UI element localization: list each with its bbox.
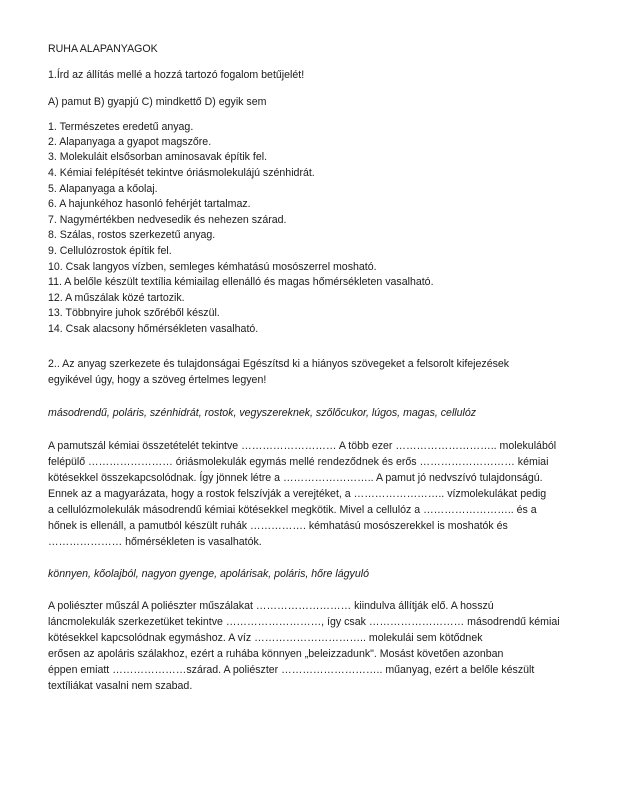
paragraph-1-line-7: ………………… hőmérsékleten is vasalhatók. bbox=[48, 536, 262, 548]
statement-12: 12. A műszálak közé tartozik. bbox=[48, 292, 185, 304]
statement-5: 5. Alapanyaga a kőolaj. bbox=[48, 183, 158, 195]
task2-instruction-line-1: 2.. Az anyag szerkezete és tulajdonságai Egészítsd ki a hiányos szövegeket a felsorolt kifejezések bbox=[48, 358, 510, 370]
paragraph-1-line-3: kötésekkel összekapcsolódnak. Így jönnek létre a …………………….. A pamut jó nedvszívó tulajdonságú. bbox=[48, 472, 543, 484]
paragraph-2-line-2: láncmolekulák szerkezetüket tekintve ………………………, így csak ……………………… másodrendű kémiai bbox=[48, 616, 560, 628]
paragraph-1-line-6: hőnek is ellenáll, a pamutból készült ruhák ……………. kémhatású mosószerekkel is moshatók és bbox=[48, 520, 508, 532]
statement-9: 9. Cellulózrostok építik fel. bbox=[48, 245, 172, 257]
statement-11: 11. A belőle készült textília kémiailag ellenálló és magas hőmérsékleten vasalható. bbox=[48, 276, 434, 288]
task1-instruction: 1.Írd az állítás mellé a hozzá tartozó fogalom betűjelét! bbox=[48, 69, 305, 81]
statement-13: 13. Többnyire juhok szőréből készül. bbox=[48, 307, 220, 319]
statement-4: 4. Kémiai felépítését tekintve óriásmolekulájú szénhidrát. bbox=[48, 167, 315, 179]
task1-options: A) pamut B) gyapjú C) mindkettő D) egyik sem bbox=[48, 96, 267, 108]
paragraph-2-line-6: textíliákat vasalni nem szabad. bbox=[48, 680, 193, 692]
statement-7: 7. Nagymértékben nedvesedik és nehezen szárad. bbox=[48, 214, 287, 226]
paragraph-1-line-5: a cellulózmolekulák másodrendű kémiai kötésekkel megkötik. Mivel a cellulóz a …………………….. és a bbox=[48, 504, 537, 516]
paragraph-2-line-4: erősen az apoláris szálakhoz, ezért a ruhába könnyen „beleizzadunk". Mosást követően azonban bbox=[48, 648, 504, 660]
statement-10: 10. Csak langyos vízben, semleges kémhatású mosószerrel mosható. bbox=[48, 261, 377, 273]
paragraph-2-line-5: éppen emiatt …………………szárad. A poliészter ……………………….. műanyag, ezért a belőle készült bbox=[48, 664, 535, 676]
statement-14: 14. Csak alacsony hőmérsékleten vasalható. bbox=[48, 323, 259, 335]
paragraph-1-line-4: Ennek az a magyarázata, hogy a rostok felszívják a verejtéket, a …………………….. vízmolekulákat pedig bbox=[48, 488, 547, 500]
paragraph-2-line-3: kötésekkel kapcsolódnak egymáshoz. A víz ………………………….. molekulái sem kötődnek bbox=[48, 632, 483, 644]
worksheet-title: RUHA ALAPANYAGOK bbox=[48, 43, 158, 55]
paragraph-2-line-1: A poliészter műszál A poliészter műszálakat ……………………… kiindulva állítják elő. A hosszú bbox=[48, 600, 494, 612]
word-bank-1: másodrendű, poláris, szénhidrát, rostok, vegyszereknek, szőlőcukor, lúgos, magas, cellulóz bbox=[48, 407, 477, 419]
paragraph-1-line-1: A pamutszál kémiai összetételét tekintve ……………………… A több ezer ……………………….. molekulából bbox=[48, 440, 557, 452]
statement-2: 2. Alapanyaga a gyapot magszőre. bbox=[48, 136, 212, 148]
paragraph-1-line-2: felépülő …………………… óriásmolekulák egymás mellé rendeződnek és erős ……………………… kémiai bbox=[48, 456, 549, 468]
statement-6: 6. A hajunkéhoz hasonló fehérjét tartalmaz. bbox=[48, 198, 251, 210]
statement-3: 3. Molekuláit elsősorban aminosavak építik fel. bbox=[48, 151, 268, 163]
statement-8: 8. Szálas, rostos szerkezetű anyag. bbox=[48, 229, 216, 241]
statement-1: 1. Természetes eredetű anyag. bbox=[48, 121, 194, 133]
task2-instruction-line-2: egyikével úgy, hogy a szöveg értelmes legyen! bbox=[48, 374, 267, 386]
word-bank-2: könnyen, kőolajból, nagyon gyenge, apolárisak, poláris, hőre lágyuló bbox=[48, 568, 369, 580]
